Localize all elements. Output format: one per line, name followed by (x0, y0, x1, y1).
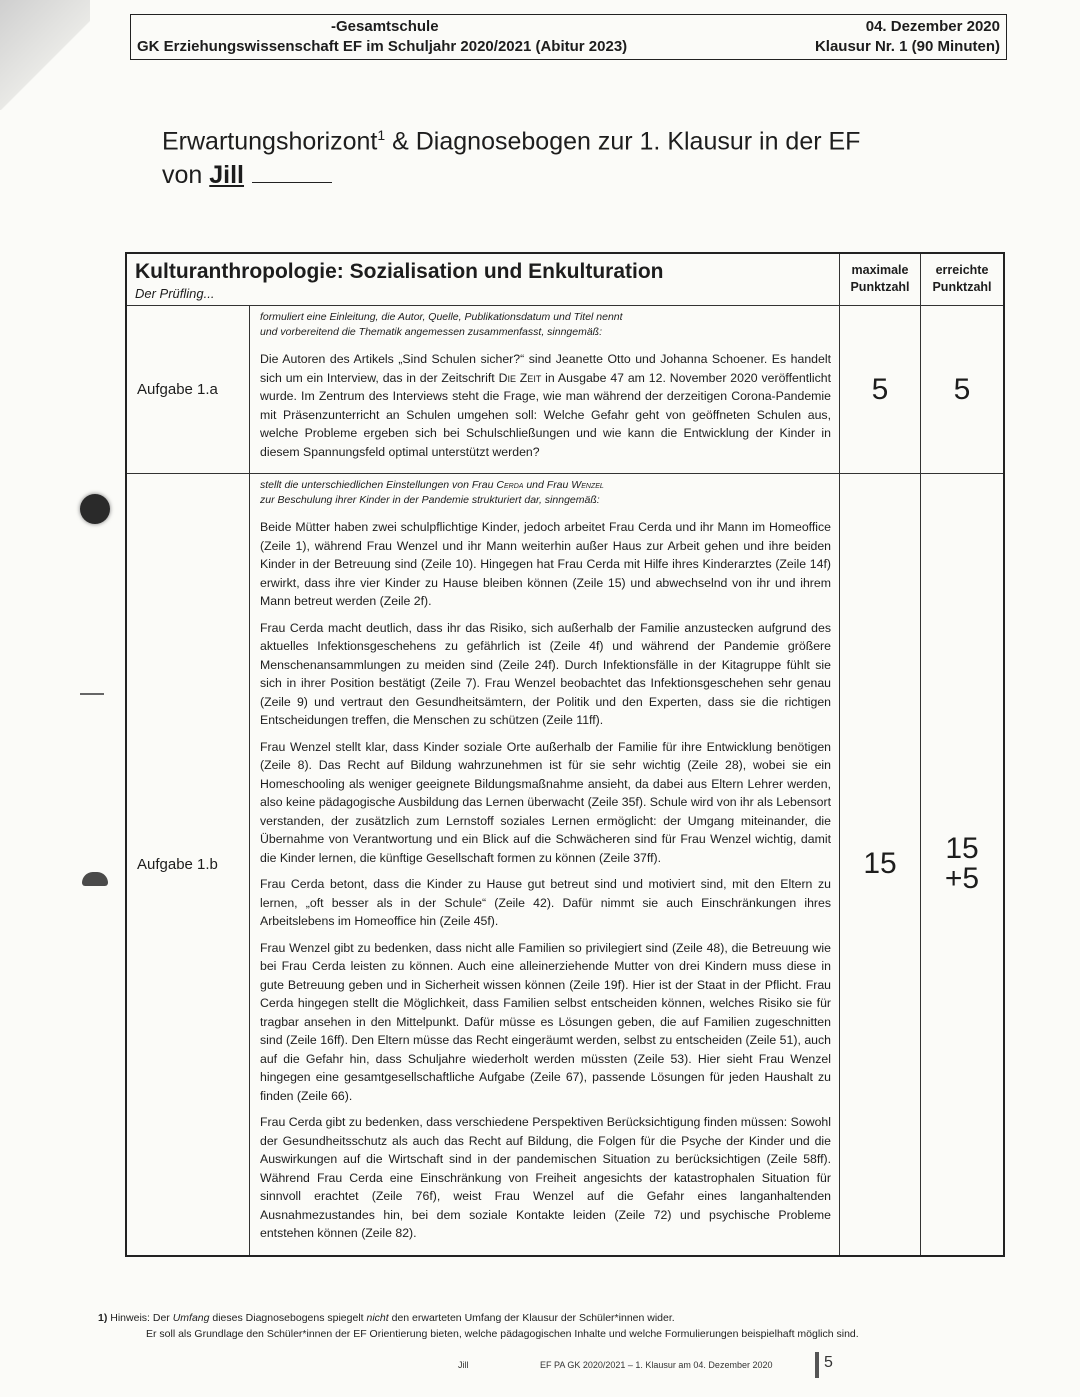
answer-paragraph (260, 350, 831, 461)
got-header-line1: erreichte (935, 263, 989, 277)
max-header-line1: maximale (851, 263, 909, 277)
student-name: Jill (209, 161, 245, 190)
max-score-1a: 5 (840, 306, 921, 474)
table-header-row (126, 253, 1004, 306)
name-blank-line (252, 182, 332, 183)
footnote (98, 1310, 998, 1342)
paragraph-text: Die Autoren des Artikels „Sind Schulen sicher?“ sind Jeanette Otto und Johanna Schoener. Es handelt sich um ein Interview, das in der Zeitschrift (260, 352, 831, 385)
instruction-name: Wenzel (571, 479, 604, 491)
section-subtitle: Der Prüfling... (135, 286, 215, 301)
footer-student-name: Jill (458, 1360, 469, 1370)
title-von: von (162, 161, 203, 190)
footnote-text: Hinweis: Der (107, 1312, 173, 1324)
instruction-line: und vorbereitend die Thematik angemessen zusammenfasst, sinngemäß: (260, 326, 603, 338)
title-main: Erwartungshorizont (162, 127, 378, 156)
title-rest: & Diagnosebogen zur 1. Klausur in der EF (385, 127, 861, 156)
footnote-text: den erwarteten Umfang der Klausur der Schüler*innen wider. (388, 1312, 675, 1324)
section-title: Kulturanthropologie: Sozialisation und Enkulturation (135, 260, 664, 283)
instruction-line: und Frau (523, 479, 572, 491)
school-name: -Gesamtschule (331, 18, 439, 35)
footnote-emph: Umfang (172, 1312, 210, 1324)
bonus-score-value: +5 (944, 862, 980, 896)
answer-paragraph: Frau Wenzel gibt zu bedenken, dass nicht alle Familien so privilegiert sind (Zeile 48), die Betreuung wie bei Frau Cerda leisten zu können. Auch eine alleinerziehende Mutter von drei Kindern muss diese in gute Betreuung geben und in Sicherheit wissen können (Zeile 19f). Hier ist der Staat in der Pflicht. Frau Cerda hingegen stellt die Möglichkeit, dass Familien selbst entscheiden können, welches Risiko sie für tragbar ansehen in den Mittelpunkt. Dafür müsse es Lösungen geben, die auf Familien zugeschnitten sind (Zeile 16ff). Den Eltern müsse das Recht eingeräumt werden, selbst zu entscheiden (Zeile 51), auch auf die Gefahr hin, dass Schuljahre wiederholt werden müssten (Zeile 53). Hier sieht Frau Wenzel hingegen eine gesamtgesellschaftliche Aufgabe (Zeile 67), passende Lösungen für jeden Haushalt zu finden (Zeile 66). (260, 940, 831, 1103)
task-instruction (260, 478, 831, 508)
page-title (162, 118, 860, 192)
fold-mark (80, 693, 104, 695)
footnote-mark: 1) (98, 1312, 108, 1324)
course-name: GK Erziehungswissenschaft EF im Schuljahr 2020/2021 (Abitur 2023) (137, 38, 628, 55)
achieved-score-1b (921, 474, 1005, 1256)
task-instruction (260, 310, 831, 340)
footer-separator (815, 1352, 819, 1378)
max-score-1b: 15 (840, 474, 921, 1256)
answer-paragraph: Frau Cerda betont, dass die Kinder zu Hause gut betreut sind und motiviert sind, mit den Eltern zu lernen, „oft besser als in der Schule“ (Zeile 42). Dafür nimmt sie auch Einschränkungen ihres Arbeitslebens im Homeoffice hin (Zeile 45f). (260, 877, 831, 928)
answer-paragraph: Frau Cerda gibt zu bedenken, dass verschiedene Perspektiven Berücksichtigung finden müssen: Sowohl der Gesundheitsschutz als auch das Recht auf Bildung, die Folgen für die Psyche der Kinder und die Auswirkungen auf die Wirtschaft sind in der pandemischen Situation zu berücksichtigen (Zeile 58ff). Während Frau Cerda eine Einschränkung von Freiheit angesichts der katastrophalen Situation für sinnvoll erachtet (Zeile 76f), weist Frau Wenzel auf die Gefahr eines langanhaltenden Ausnahmezustandes hin, bei dem soziale Kontakte leiden (Zeile 72) und psychische Probleme entstehen können (Zeile 82). (260, 1115, 831, 1240)
paragraph-text: in Ausgabe 47 am 12. November 2020 veröffentlicht wurde. Im Zentrum des Interviews steht die Frage, wie man während der derzeitigen Corona-Pandemie mit Präsenzunterricht an Schulen umgehen soll: Welche Gefahr geht von geöffneten Schulen aus, welche Probleme ergeben sich bei Schulschließungen und wie kann die Entwicklung der Kinder in diesem Spannungsfeld optimal unterstützt werden? (260, 370, 831, 459)
task-content-1a (250, 306, 840, 474)
punch-hole (80, 494, 110, 524)
footnote-emph: nicht (366, 1312, 389, 1324)
table-row (126, 306, 1004, 474)
answer-paragraph: Beide Mütter haben zwei schulpflichtige Kinder, jedoch arbeitet Frau Cerda und ihr Mann im Homeoffice (Zeile 1), während Frau Wenzel und ihr Mann weiterhin außer Haus zur Arbeit gehen und ihre beiden Kinder in der Betreuung sind (Zeile 10). Hingegen hat Frau Cerda mit Hilfe ihres Kinderarztes (Zeile 14f) erwirkt, dass ihre vier Kinder zu Hause bleiben können (Zeile 15) und abwechselnd von ihr und ihrem Mann betreut werden (Zeile 2f). (260, 520, 831, 608)
task-label-1a: Aufgabe 1.a (126, 306, 250, 474)
table-row (126, 474, 1004, 1256)
assessment-table (125, 252, 1005, 1257)
answer-paragraph: Frau Wenzel stellt klar, dass Kinder soziale Orte außerhalb der Familie für ihre Entwicklung benötigen (Zeile 8). Das Recht auf Bildung wahrzunehmen ist für sie sehr wichtig (Zeile 28), wobei sie ein Homeschooling als weniger geeignete Bildungsmaßnahme ansieht, da dabei aus Eltern Lehrer werden, also keine pädagogische Ausbildung das Lernen überwacht (Zeile 35f). Schule wird von ihr als Lebensort verstanden, der zusätzlich zum Lernstoff soziales Lernen ermöglicht: der Umgang miteinander, die Übernahme von Verantwortung und ein Blick auf die Schwächeren sind für Frau Wenzel wichtig, damit die Kinder lernen, die künftige Gesellschaft formen zu können (Zeile 37ff). (260, 739, 831, 865)
title-footnote-mark: 1 (377, 127, 386, 143)
got-header-line2: Punktzahl (932, 280, 992, 294)
answer-paragraph: Frau Cerda macht deutlich, dass ihr das Risiko, sich außerhalb der Familie anzustecken aufgrund des aktuelles Infektionsgeschehens zu gefährlich ist (Zeile 4f) und während der Pandemie größere Menschenansammlungen zu meiden sind (Zeile 24f). Durch Infektionsfälle in der Kitagruppe fühlt sie sich in ihrer Position bestätigt (Zeile 7). Frau Wenzel beobachtet das Infektionsgeschehen sehr genau (Zeile 9) und vertraut den Gesundheitsämtern, der Politik und den Experten, dass sie die richtigen Entscheidungen treffen, die Menschen zu schützen (Zeile 11ff). (260, 620, 831, 727)
footnote-text: dieses Diagnosebogens spiegelt (209, 1312, 367, 1324)
instruction-line: formuliert eine Einleitung, die Autor, Quelle, Publikationsdatum und Titel nennt (260, 311, 623, 323)
page-number: 5 (824, 1354, 833, 1371)
achieved-points-header (921, 253, 1005, 306)
task-label-1b: Aufgabe 1.b (126, 474, 250, 1256)
document-header (130, 14, 1007, 60)
punch-hole (82, 872, 108, 886)
instruction-line: stellt die unterschiedlichen Einstellungen von Frau (260, 479, 497, 491)
footer-course: EF PA GK 2020/2021 – 1. Klausur am 04. Dezember 2020 (540, 1360, 773, 1370)
achieved-score-value: 15 (945, 832, 979, 866)
max-points-header (840, 253, 921, 306)
section-title-cell (126, 253, 840, 306)
max-header-line2: Punktzahl (850, 280, 910, 294)
page-corner-shadow (0, 0, 90, 110)
exam-date: 04. Dezember 2020 (865, 18, 1000, 35)
instruction-line: zur Beschulung ihrer Kinder in der Pandemie strukturiert dar, sinngemäß: (260, 494, 600, 506)
instruction-name: Cerda (496, 479, 524, 491)
task-content-1b (250, 474, 840, 1256)
footnote-line2: Er soll als Grundlage den Schüler*innen der EF Orientierung bieten, welche pädagogischen Inhalte und welche Formulierungen beispielhaft möglich sind. (146, 1328, 859, 1340)
achieved-score-1a: 5 (921, 306, 1005, 474)
source-name: Die Zeit (498, 370, 542, 385)
exam-number: Klausur Nr. 1 (90 Minuten) (814, 38, 1000, 55)
